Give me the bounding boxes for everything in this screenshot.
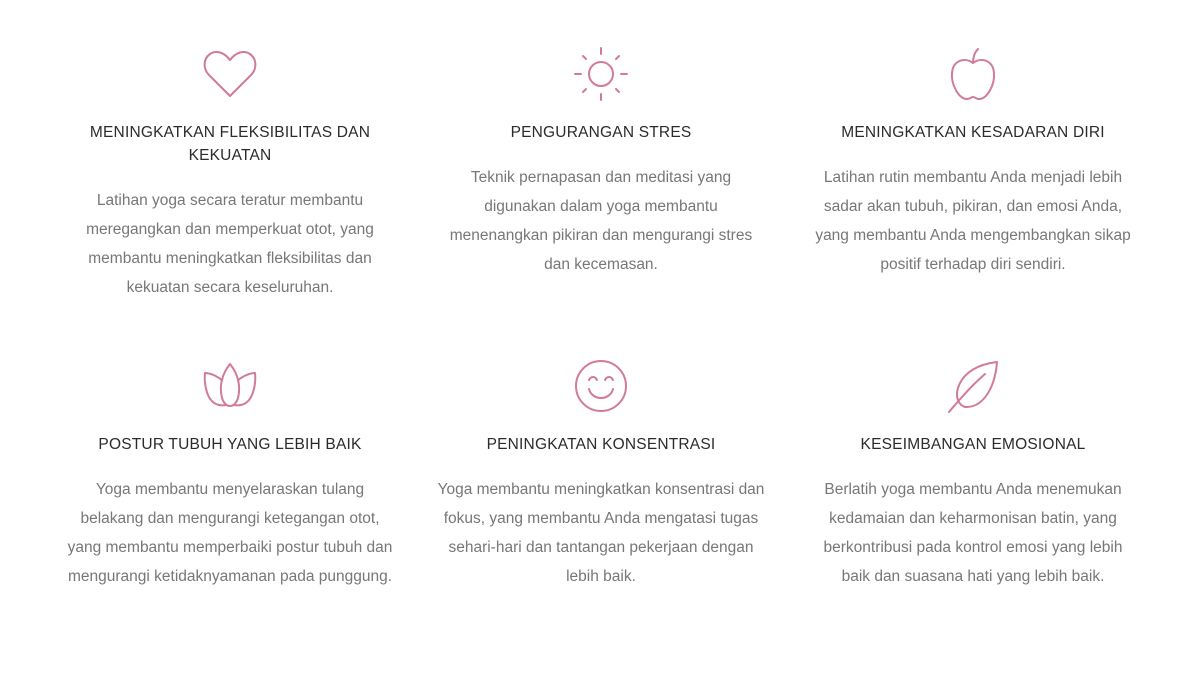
heart-icon (200, 44, 260, 104)
sun-icon (571, 44, 631, 104)
feature-title: POSTUR TUBUH YANG LEBIH BAIK (98, 436, 362, 453)
feature-title: PENGURANGAN STRES (510, 124, 692, 141)
feature-title: MENINGKATKAN KESADARAN DIRI (841, 124, 1105, 141)
feature-title: KESEIMBANGAN EMOSIONAL (860, 436, 1086, 453)
leaf-icon (943, 356, 1003, 416)
feature-description: Yoga membantu meningkatkan konsentrasi dan fokus, yang membantu Anda mengatasi tugas sehari-hari dan tantangan pekerjaan dengan lebih baik. (437, 481, 765, 585)
feature-concentration (436, 356, 766, 591)
feature-self-awareness (808, 44, 1138, 279)
feature-title: PENINGKATAN KONSENTRASI (486, 436, 716, 453)
feature-description: Teknik pernapasan dan meditasi yang digunakan dalam yoga membantu menenangkan pikiran dan mengurangi stres dan kecemasan. (449, 169, 753, 273)
feature-emotional-balance (808, 356, 1138, 591)
lotus-icon (200, 356, 260, 416)
apple-icon (943, 44, 1003, 104)
feature-description: Latihan rutin membantu Anda menjadi lebih sadar akan tubuh, pikiran, dan emosi Anda, yang membantu Anda mengembangkan sikap positif terhadap diri sendiri. (815, 169, 1131, 273)
feature-description: Latihan yoga secara teratur membantu meregangkan dan memperkuat otot, yang membantu meningkatkan fleksibilitas dan kekuatan secara keseluruhan. (86, 192, 374, 296)
feature-title: MENINGKATKAN FLEKSIBILITAS DAN KEKUATAN (89, 124, 371, 164)
feature-description: Yoga membantu menyelaraskan tulang belakang dan mengurangi ketegangan otot, yang membantu memperbaiki postur tubuh dan mengurangi ketidaknyamanan pada punggung. (67, 481, 393, 585)
feature-flexibility (65, 44, 395, 302)
feature-stress-reduction (436, 44, 766, 279)
feature-posture (65, 356, 395, 591)
smiley-icon (571, 356, 631, 416)
feature-description: Berlatih yoga membantu Anda menemukan kedamaian dan keharmonisan batin, yang berkontribusi pada kontrol emosi yang lebih baik dan suasana hati yang lebih baik. (823, 481, 1123, 585)
